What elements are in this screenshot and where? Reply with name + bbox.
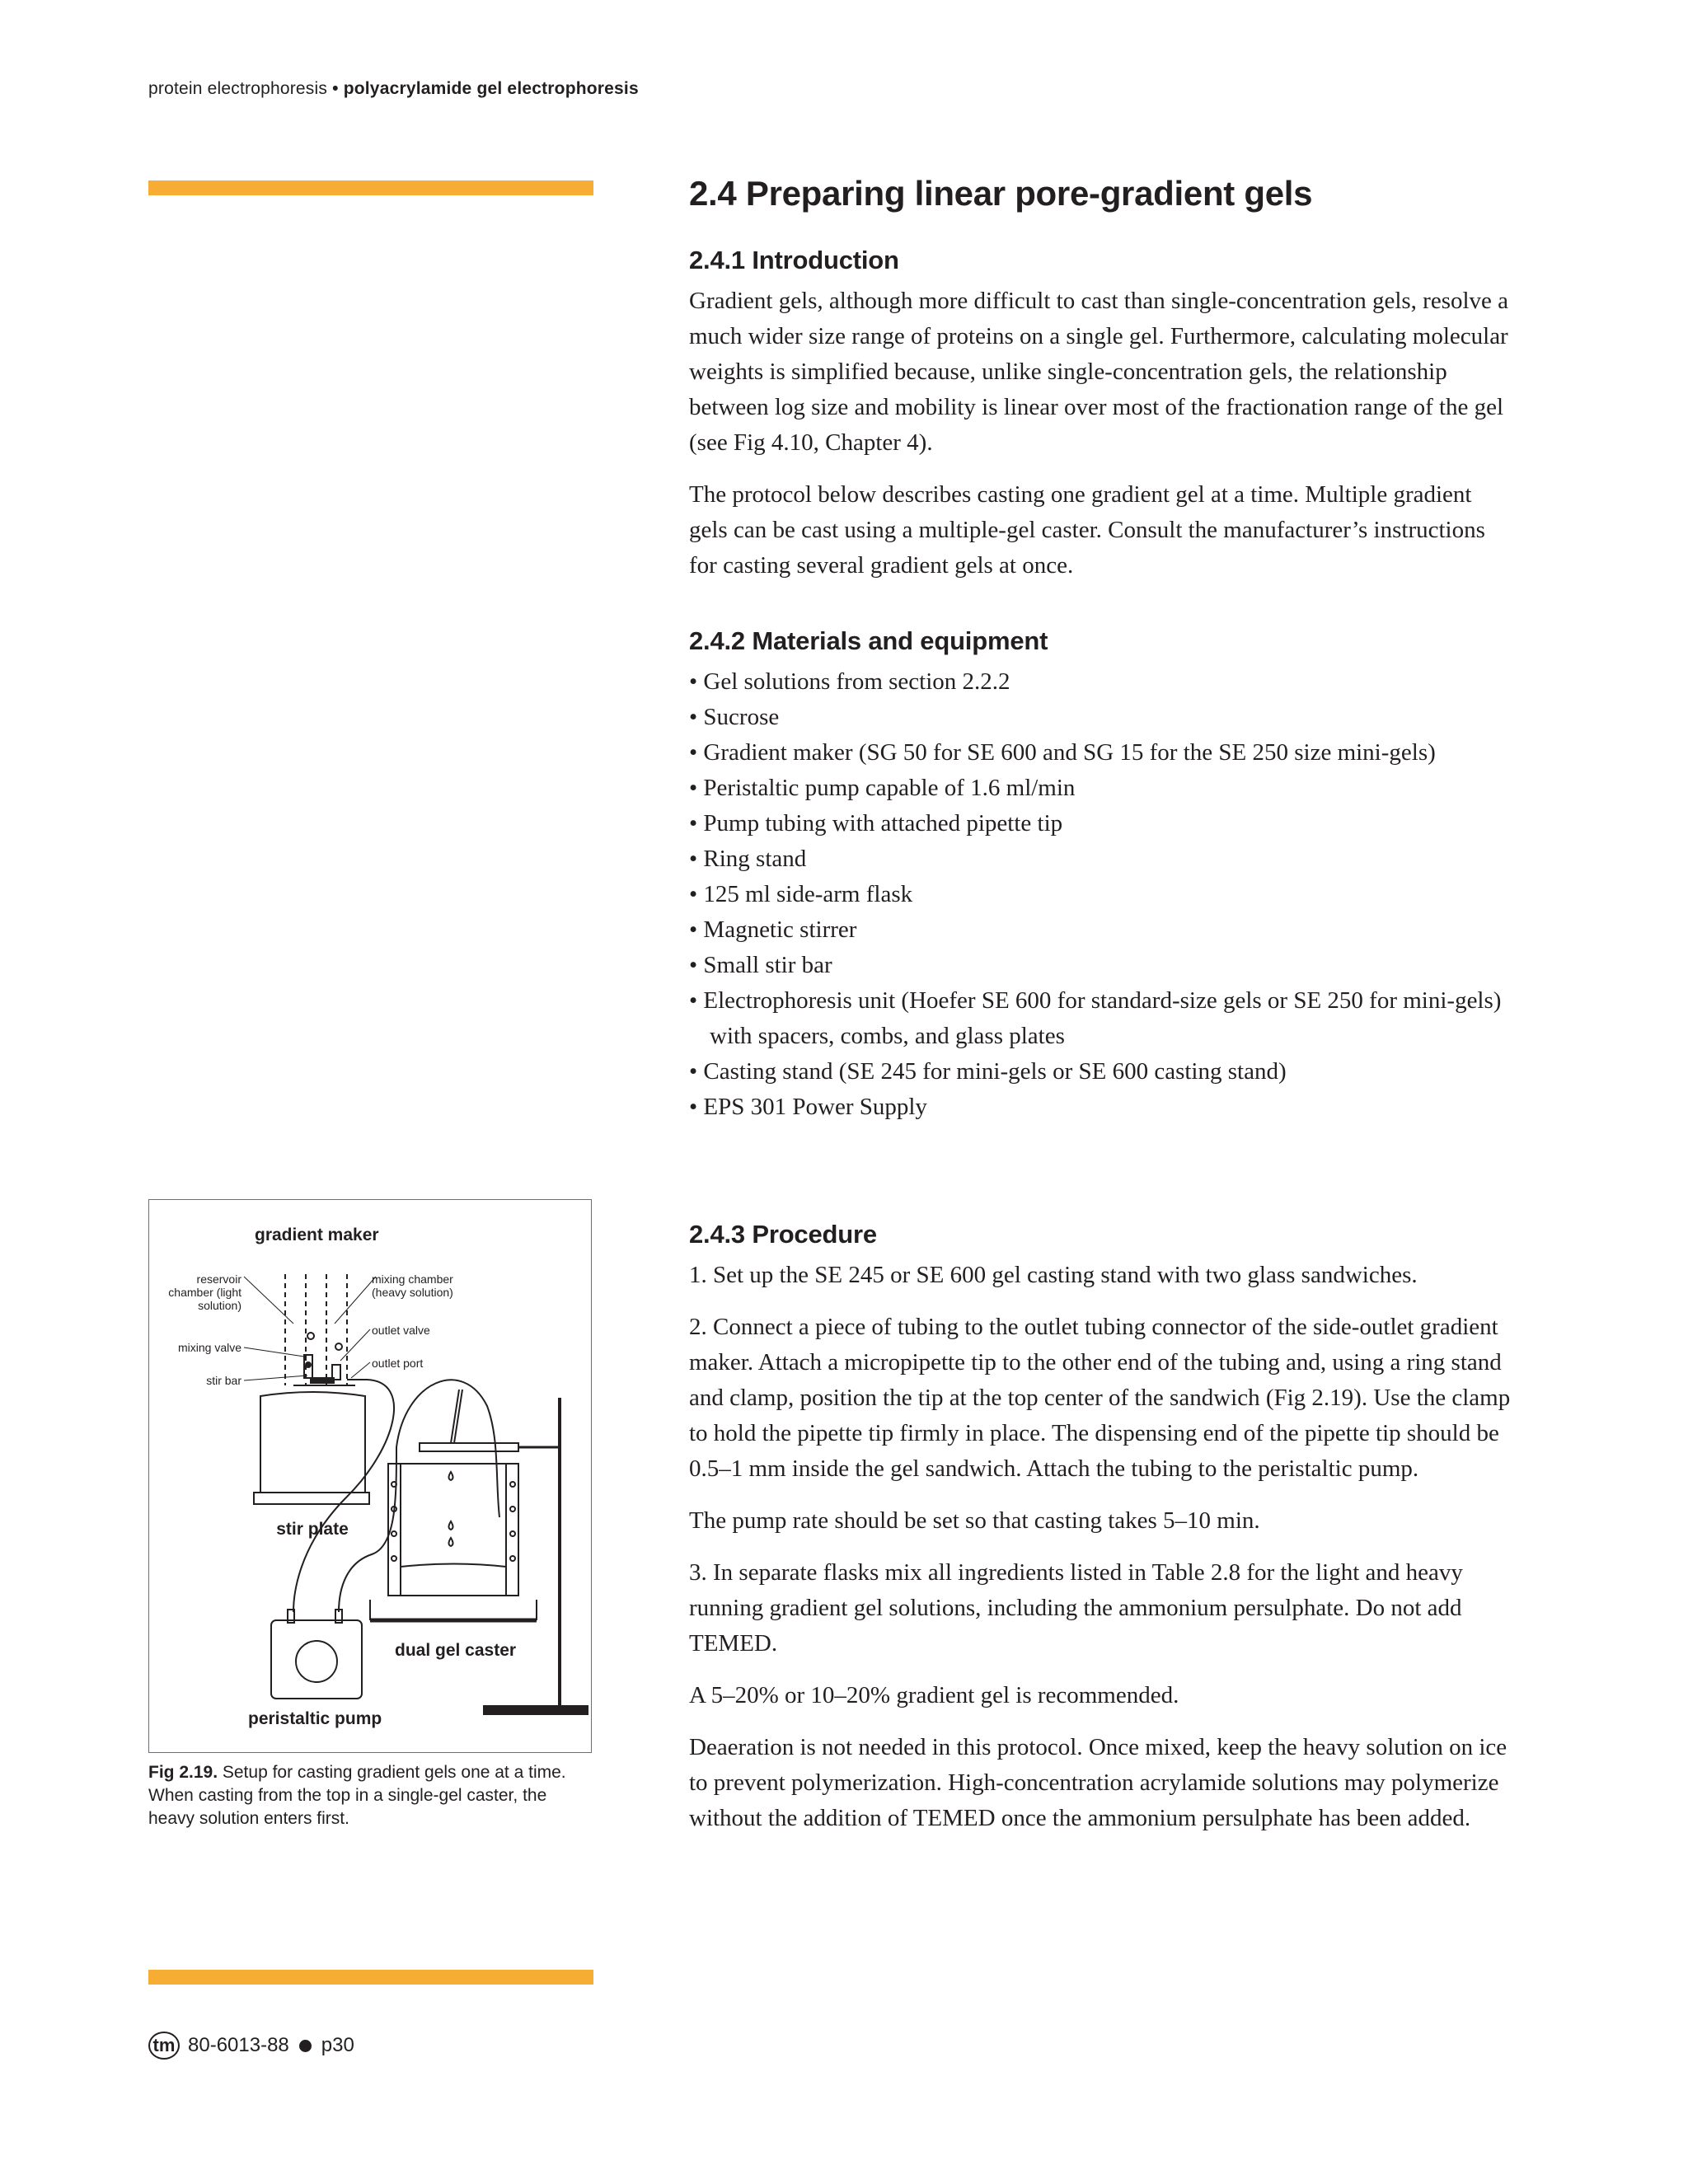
document-code: 80-6013-88 [188,2034,289,2056]
list-item: • Ring stand [689,841,1513,877]
procedure-paragraph: 3. In separate flasks mix all ingredients listed in Table 2.8 for the light and heavy running gradient gel solutions, including the ammonium persulphate. Do not add TEMED. [689,1559,1463,1657]
pipette-tip [451,1390,462,1443]
stir-plate-illustration [254,1392,369,1504]
figure-number: Fig 2.19. [148,1763,218,1782]
procedure-paragraph: Deaeration is not needed in this protocol. Once mixed, keep the heavy solution on ice to prevent polymerization. High-concentration acrylamide solutions may polymerize without the addition of TEMED once the ammonium persulphate has been added. [689,1734,1507,1831]
section-title: 2.4 Preparing linear pore-gradient gels [689,174,1313,213]
list-item: • Gel solutions from section 2.2.2 [689,664,1513,700]
materials-list [689,664,1513,1125]
page-number: p30 [321,2034,354,2056]
header-separator: • [332,79,339,98]
label-mixing-valve: mixing valve [177,1341,241,1354]
bottom-accent-bar [148,1970,593,1985]
figure-caption [148,1761,577,1830]
ring-stand [484,1398,588,1714]
bullet-dot-icon [299,2040,312,2052]
procedure-paragraph: A 5–20% or 10–20% gradient gel is recommended. [689,1682,1179,1708]
list-item: • Sucrose [689,700,1513,735]
introduction-paragraph: The protocol below describes casting one gradient gel at a time. Multiple gradient gels can be cast using a multiple-gel caster. Consult the manufacturer’s instructions for casting several gradient gels at once. [689,481,1485,579]
header-section: protein electrophoresis [148,79,328,98]
procedure-heading: 2.4.3 Procedure [689,1220,877,1249]
introduction-paragraph: Gradient gels, although more difficult to cast than single-concentration gels, resolve a much wider size range of proteins on a single gel. Furthermore, calculating molecular weights is simplified because, unlike single-concentration gels, the relationship between log size and mobility is linear over most of the fractionation range of the gel (see Fig 4.10, Chapter 4). [689,288,1509,456]
main-column [689,169,1513,1831]
gradient-maker-illustration [285,1274,368,1385]
list-item: • Gradient maker (SG 50 for SE 600 and SG 15 for the SE 250 size mini-gels) [689,735,1513,771]
list-item: • EPS 301 Power Supply [689,1090,1513,1125]
running-header [148,79,639,99]
label-peristaltic-pump: peristaltic pump [248,1709,382,1728]
top-accent-bar [148,180,593,195]
dual-gel-caster-illustration [370,1464,537,1620]
tubing [293,1380,499,1612]
list-item: • Magnetic stirrer [689,912,1513,948]
introduction-section [689,244,1513,583]
page-footer [148,2029,354,2062]
list-item: • 125 ml side-arm flask [689,877,1513,912]
figure-caption-text: Setup for casting gradient gels one at a time. When casting from the top in a single-gel caster, the heavy solution enters first. [148,1763,566,1828]
tm-logo: tm [148,2032,180,2060]
label-reservoir-chamber: reservoir chamber (light solution) [168,1272,241,1312]
label-outlet-port: outlet port [372,1357,424,1370]
materials-heading: 2.4.2 Materials and equipment [689,626,1048,655]
list-item: • Casting stand (SE 245 for mini-gels or SE 600 casting stand) [689,1054,1513,1090]
list-item: • Peristaltic pump capable of 1.6 ml/min [689,771,1513,806]
procedure-section [689,1218,1513,1853]
introduction-heading: 2.4.1 Introduction [689,246,899,274]
peristaltic-pump-illustration [271,1610,362,1699]
procedure-paragraph: 1. Set up the SE 245 or SE 600 gel casting stand with two glass sandwiches. [689,1262,1418,1288]
label-mixing-chamber: mixing chamber (heavy solution) [372,1272,453,1299]
label-dual-gel-caster: dual gel caster [395,1641,517,1660]
label-stir-bar: stir bar [206,1374,241,1387]
list-item: • Electrophoresis unit (Hoefer SE 600 for standard-size gels or SE 250 for mini-gels) with spacers, combs, and glass plates [689,983,1513,1054]
materials-section [689,625,1513,1125]
label-gradient-maker: gradient maker [255,1226,379,1244]
figure-2-19 [148,1199,592,1753]
label-outlet-valve: outlet valve [372,1324,430,1337]
label-stir-plate: stir plate [276,1520,349,1539]
list-item: • Pump tubing with attached pipette tip [689,806,1513,841]
header-subsection: polyacrylamide gel electrophoresis [343,79,639,98]
stand-clamp [420,1443,518,1451]
procedure-paragraph: The pump rate should be set so that casting takes 5–10 min. [689,1507,1260,1534]
list-item: • Small stir bar [689,948,1513,983]
procedure-paragraph: 2. Connect a piece of tubing to the outlet tubing connector of the side-outlet gradient maker. Attach a micropipette tip to the other end of the tubing and, using a ring stand and clamp, position the tip at the top center of the sandwich (Fig 2.19). Use the clamp to hold the pipette tip firmly in place. The dispensing end of the pipette tip should be 0.5–1 mm inside the gel sandwich. Attach the tubing to the peristaltic pump. [689,1314,1511,1482]
